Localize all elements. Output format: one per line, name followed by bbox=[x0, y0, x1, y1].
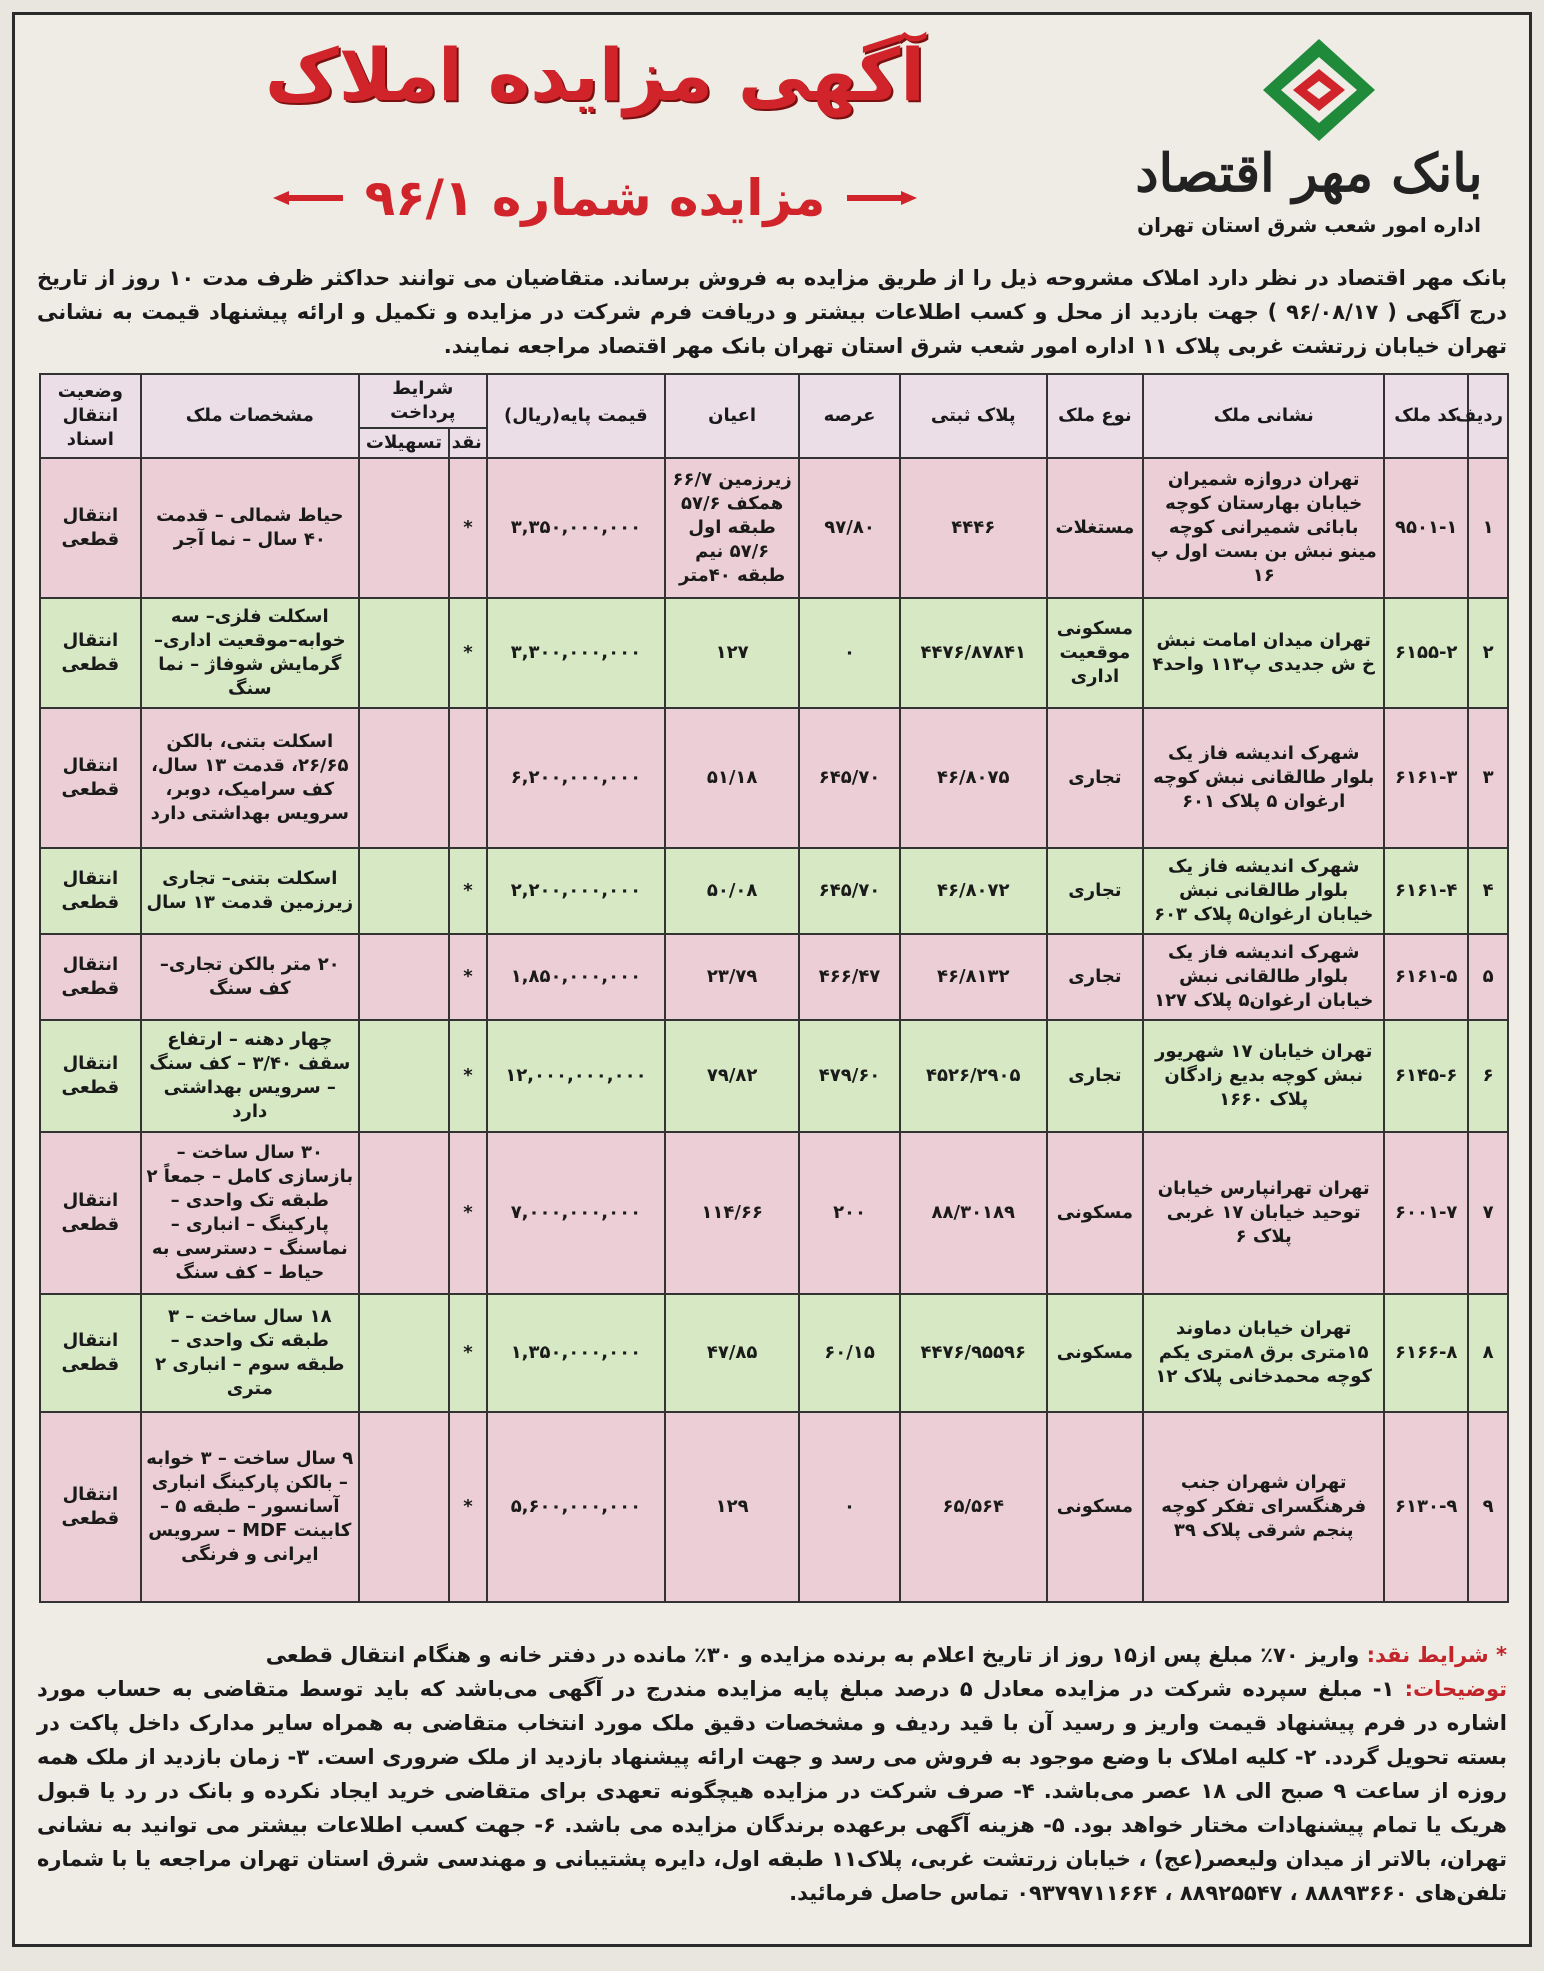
cell-type: مسکونی bbox=[1047, 1294, 1143, 1412]
cell-price: ۳,۳۰۰,۰۰۰,۰۰۰ bbox=[487, 598, 665, 708]
cell-price: ۱,۸۵۰,۰۰۰,۰۰۰ bbox=[487, 934, 665, 1020]
cell-type: تجاری bbox=[1047, 848, 1143, 934]
cell-row: ۳ bbox=[1468, 708, 1508, 848]
cell-transfer: انتقال قطعی bbox=[40, 708, 141, 848]
cell-code: ۶۱۶۱-۵ bbox=[1384, 934, 1468, 1020]
cell-transfer: انتقال قطعی bbox=[40, 1020, 141, 1132]
left-arrow-icon bbox=[273, 191, 343, 205]
cell-code: ۶۱۳۰-۹ bbox=[1384, 1412, 1468, 1602]
bank-name: بانک مهر اقتصاد bbox=[1135, 143, 1483, 204]
cell-code: ۹۵۰۱-۱ bbox=[1384, 458, 1468, 598]
header-specs: مشخصات ملک bbox=[141, 374, 359, 458]
auction-notice bbox=[12, 12, 1532, 1947]
cell-plate: ۴۶/۸۱۳۲ bbox=[900, 934, 1047, 1020]
table-row bbox=[40, 848, 1508, 934]
cell-cash bbox=[449, 708, 487, 848]
cash-terms-text: واریز ۷۰٪ مبلغ پس از۱۵ روز از تاریخ اعلام به برنده مزایده و ۳۰٪ مانده در دفتر خانه و هنگام انتقال قطعی bbox=[265, 1643, 1360, 1667]
cell-type: تجاری bbox=[1047, 708, 1143, 848]
table-row bbox=[40, 934, 1508, 1020]
bank-logo bbox=[1129, 35, 1489, 245]
cash-terms bbox=[37, 1638, 1507, 1672]
cell-price: ۶,۲۰۰,۰۰۰,۰۰۰ bbox=[487, 708, 665, 848]
cell-price: ۲,۲۰۰,۰۰۰,۰۰۰ bbox=[487, 848, 665, 934]
cell-facility bbox=[359, 848, 449, 934]
cell-cash: * bbox=[449, 848, 487, 934]
header-cash: نقد bbox=[449, 428, 487, 458]
cell-plate: ۴۴۷۶/۹۵۵۹۶ bbox=[900, 1294, 1047, 1412]
cell-type: مستغلات bbox=[1047, 458, 1143, 598]
cell-specs: ۲۰ متر بالکن تجاری– کف سنگ bbox=[141, 934, 359, 1020]
cell-code: ۶۱۴۵-۶ bbox=[1384, 1020, 1468, 1132]
table-row bbox=[40, 1020, 1508, 1132]
cell-area: ۴۷۹/۶۰ bbox=[799, 1020, 900, 1132]
header-code: کد ملک bbox=[1384, 374, 1468, 458]
cell-cash: * bbox=[449, 934, 487, 1020]
cell-transfer: انتقال قطعی bbox=[40, 1132, 141, 1294]
cell-row: ۲ bbox=[1468, 598, 1508, 708]
cell-plate: ۴۶/۸۰۷۲ bbox=[900, 848, 1047, 934]
cell-price: ۷,۰۰۰,۰۰۰,۰۰۰ bbox=[487, 1132, 665, 1294]
header-address: نشانی ملک bbox=[1143, 374, 1384, 458]
cell-code: ۶۱۶۱-۴ bbox=[1384, 848, 1468, 934]
cell-transfer: انتقال قطعی bbox=[40, 848, 141, 934]
cell-code: ۶۱۶۶-۸ bbox=[1384, 1294, 1468, 1412]
cell-facility bbox=[359, 1412, 449, 1602]
cell-facility bbox=[359, 1132, 449, 1294]
cell-area: ۰ bbox=[799, 598, 900, 708]
footer-notes bbox=[37, 1638, 1507, 1910]
cell-specs: اسکلت فلزی– سه خوابه–موقعیت اداری– گرمایش شوفاژ – نما سنگ bbox=[141, 598, 359, 708]
table-row bbox=[40, 708, 1508, 848]
cell-area: ۲۰۰ bbox=[799, 1132, 900, 1294]
cell-facility bbox=[359, 458, 449, 598]
cell-plate: ۴۴۴۶ bbox=[900, 458, 1047, 598]
cell-address: تهران دروازه شمیران خیابان بهارستان کوچه بابائی شمیرانی کوچه مینو نبش بن بست اول پ ۱۶ bbox=[1143, 458, 1384, 598]
header-type: نوع ملک bbox=[1047, 374, 1143, 458]
cell-building: ۱۲۷ bbox=[665, 598, 799, 708]
cell-transfer: انتقال قطعی bbox=[40, 458, 141, 598]
cell-facility bbox=[359, 598, 449, 708]
table-row bbox=[40, 598, 1508, 708]
cell-price: ۱۲,۰۰۰,۰۰۰,۰۰۰ bbox=[487, 1020, 665, 1132]
cell-address: تهران خیابان دماوند ۱۵متری برق ۸متری یکم کوچه محمدخانی پلاک ۱۲ bbox=[1143, 1294, 1384, 1412]
header-price: قیمت پایه(ریال) bbox=[487, 374, 665, 458]
cell-address: تهران تهرانپارس خیابان توحید خیابان ۱۷ غربی پلاک ۶ bbox=[1143, 1132, 1384, 1294]
cell-building: ۷۹/۸۲ bbox=[665, 1020, 799, 1132]
cell-building: ۴۷/۸۵ bbox=[665, 1294, 799, 1412]
cell-cash: * bbox=[449, 458, 487, 598]
cell-specs: اسکلت بتنی– تجاری زیرزمین قدمت ۱۳ سال bbox=[141, 848, 359, 934]
auction-number: مزایده شماره ۹۶/۱ bbox=[364, 169, 826, 227]
table-row bbox=[40, 1132, 1508, 1294]
cell-transfer: انتقال قطعی bbox=[40, 598, 141, 708]
cell-cash: * bbox=[449, 1132, 487, 1294]
right-arrow-icon bbox=[847, 191, 917, 205]
cell-row: ۷ bbox=[1468, 1132, 1508, 1294]
page-title: آگهی مزایده املاک bbox=[265, 33, 925, 117]
bank-department: اداره امور شعب شرق استان تهران bbox=[1137, 213, 1481, 237]
cell-price: ۱,۳۵۰,۰۰۰,۰۰۰ bbox=[487, 1294, 665, 1412]
cell-specs: ۱۸ سال ساخت – ۳ طبقه تک واحدی – طبقه سوم – انباری ۲ متری bbox=[141, 1294, 359, 1412]
cell-area: ۶۴۵/۷۰ bbox=[799, 708, 900, 848]
cell-plate: ۴۴۷۶/۸۷۸۴۱ bbox=[900, 598, 1047, 708]
cell-specs: اسکلت بتنی، بالکن ۲۶/۶۵، قدمت ۱۳ سال، کف سرامیک، دوبر، سرویس بهداشتی دارد bbox=[141, 708, 359, 848]
cell-building: ۲۳/۷۹ bbox=[665, 934, 799, 1020]
cell-row: ۵ bbox=[1468, 934, 1508, 1020]
subtitle-row bbox=[245, 163, 945, 233]
bank-emblem-icon bbox=[1259, 35, 1379, 145]
cell-type: مسکونی bbox=[1047, 1412, 1143, 1602]
cell-row: ۸ bbox=[1468, 1294, 1508, 1412]
header-transfer: وضعیت انتقال اسناد bbox=[40, 374, 141, 458]
cell-building: ۵۰/۰۸ bbox=[665, 848, 799, 934]
cell-area: ۶۴۵/۷۰ bbox=[799, 848, 900, 934]
header-building: اعیان bbox=[665, 374, 799, 458]
cell-type: مسکونی موقعیت اداری bbox=[1047, 598, 1143, 708]
intro-text: بانک مهر اقتصاد در نظر دارد املاک مشروحه ذیل را از طریق مزایده به فروش برساند. متقاضیان می توانند حداکثر ظرف مدت ۱۰ روز از تاریخ درج آگهی ( ۹۶/۰۸/۱۷ ) جهت بازدید از محل و کسب اطلاعات بیشتر و دریافت فرم شرکت در مزایده و تکمیل و ارائه پیشنهاد قیمت به نشانی تهران خیابان زرتشت غربی پلاک ۱۱ اداره امور شعب شرق استان تهران بانک مهر اقتصاد مراجعه نمایند. bbox=[37, 266, 1507, 358]
cell-address: شهرک اندیشه فاز یک بلوار طالقانی نبش خیابان ارغوان۵ پلاک ۶۰۳ bbox=[1143, 848, 1384, 934]
cell-plate: ۸۸/۳۰۱۸۹ bbox=[900, 1132, 1047, 1294]
cell-area: ۹۷/۸۰ bbox=[799, 458, 900, 598]
cell-row: ۱ bbox=[1468, 458, 1508, 598]
cell-code: ۶۱۶۱-۳ bbox=[1384, 708, 1468, 848]
table-row bbox=[40, 458, 1508, 598]
cell-type: تجاری bbox=[1047, 1020, 1143, 1132]
cell-row: ۹ bbox=[1468, 1412, 1508, 1602]
cell-area: ۰ bbox=[799, 1412, 900, 1602]
cell-building: ۱۲۹ bbox=[665, 1412, 799, 1602]
cell-specs: ۹ سال ساخت – ۳ خوابه – بالکن پارکینگ انباری آسانسور – طبقه ۵ – کابینت MDF – سرویس ایرانی و فرنگی bbox=[141, 1412, 359, 1602]
cell-cash: * bbox=[449, 598, 487, 708]
cell-specs: چهار دهنه – ارتفاع سقف ۳/۴۰ – کف سنگ – سرویس بهداشتی دارد bbox=[141, 1020, 359, 1132]
cell-area: ۶۰/۱۵ bbox=[799, 1294, 900, 1412]
header-facility: تسهیلات bbox=[359, 428, 449, 458]
cell-code: ۶۰۰۱-۷ bbox=[1384, 1132, 1468, 1294]
cell-specs: حیاط شمالی – قدمت ۴۰ سال – نما آجر bbox=[141, 458, 359, 598]
cell-address: تهران خیابان ۱۷ شهریور نبش کوچه بدیع زادگان پلاک ۱۶۶۰ bbox=[1143, 1020, 1384, 1132]
cell-type: تجاری bbox=[1047, 934, 1143, 1020]
table-row bbox=[40, 1294, 1508, 1412]
header-plate: پلاک ثبتی bbox=[900, 374, 1047, 458]
property-table bbox=[39, 373, 1509, 1603]
cell-facility bbox=[359, 708, 449, 848]
cash-terms-label: * شرایط نقد: bbox=[1366, 1643, 1507, 1667]
cell-price: ۵,۶۰۰,۰۰۰,۰۰۰ bbox=[487, 1412, 665, 1602]
header-area: عرصه bbox=[799, 374, 900, 458]
cell-building: ۵۱/۱۸ bbox=[665, 708, 799, 848]
notes-text: ۱- مبلغ سپرده شرکت در مزایده معادل ۵ درصد مبلغ پایه مزایده مندرج در آگهی می‌باشد که باید توسط متقاضی به حساب مورد اشاره در فرم پیشنهاد قیمت واریز و رسید آن با قید ردیف و مشخصات دقیق ملک مورد انتخاب متقاضی به همراه سایر مدارک داخل پاکت در بسته تحویل گردد. ۲- کلیه املاک با وضع موجود به فروش می رسد و جهت ارائه پیشنهاد بازدید از ملک ضروری است. ۳- زمان بازدید از ملک همه روزه از ساعت ۹ صبح الی ۱۸ عصر می‌باشد. ۴- صرف شرکت در مزایده هیچگونه تعهدی برای متقاضی خرید ایجاد نکرده و بانک در رد یا قبول هریک یا تمام پیشنهادات مختار خواهد بود. ۵- هزینه آگهی برعهده برندگان مزایده می باشد. ۶- جهت کسب اطلاعات بیشتر می توانید به نشانی تهران، بالاتر از میدان ولیعصر(عج) ، خیابان زرتشت غربی، پلاک۱۱ طبقه اول، دایره پشتیبانی و مهندسی شرق استان تهران مراجعه یا با شماره تلفن‌های ۸۸۸۹۳۶۶۰ ، ۸۸۹۲۵۵۴۷ ، ۰۹۳۷۹۷۱۱۶۶۴ تماس حاصل فرمائید. bbox=[37, 1677, 1508, 1905]
cell-plate: ۴۵۲۶/۲۹۰۵ bbox=[900, 1020, 1047, 1132]
cell-plate: ۴۶/۸۰۷۵ bbox=[900, 708, 1047, 848]
cell-price: ۳,۳۵۰,۰۰۰,۰۰۰ bbox=[487, 458, 665, 598]
header-row-number: ردیف bbox=[1468, 374, 1508, 458]
cell-transfer: انتقال قطعی bbox=[40, 934, 141, 1020]
cell-facility bbox=[359, 1020, 449, 1132]
cell-row: ۶ bbox=[1468, 1020, 1508, 1132]
cell-cash: * bbox=[449, 1294, 487, 1412]
cell-facility bbox=[359, 934, 449, 1020]
cell-cash: * bbox=[449, 1020, 487, 1132]
cell-plate: ۶۵/۵۶۴ bbox=[900, 1412, 1047, 1602]
cell-transfer: انتقال قطعی bbox=[40, 1412, 141, 1602]
cell-row: ۴ bbox=[1468, 848, 1508, 934]
notes-label: توضیحات: bbox=[1404, 1677, 1507, 1701]
cell-address: تهران شهران جنب فرهنگسرای تفکر کوچه پنجم شرقی پلاک ۳۹ bbox=[1143, 1412, 1384, 1602]
cell-address: شهرک اندیشه فاز یک بلوار طالقانی نبش خیابان ارغوان۵ پلاک ۱۲۷ bbox=[1143, 934, 1384, 1020]
cell-cash: * bbox=[449, 1412, 487, 1602]
cell-address: شهرک اندیشه فاز یک بلوار طالقانی نبش کوچه ارغوان ۵ پلاک ۶۰۱ bbox=[1143, 708, 1384, 848]
cell-specs: ۳۰ سال ساخت – بازسازی کامل – جمعاً ۲ طبقه تک واحدی – پارکینگ – انباری – نماسنگ – دسترسی به حیاط – کف سنگ bbox=[141, 1132, 359, 1294]
cell-transfer: انتقال قطعی bbox=[40, 1294, 141, 1412]
header bbox=[15, 15, 1529, 255]
cell-type: مسکونی bbox=[1047, 1132, 1143, 1294]
cell-address: تهران میدان امامت نبش خ ش جدیدی پ۱۱۳ واحد۴ bbox=[1143, 598, 1384, 708]
cell-code: ۶۱۵۵-۲ bbox=[1384, 598, 1468, 708]
cell-facility bbox=[359, 1294, 449, 1412]
header-payment: شرایط پرداخت bbox=[359, 374, 487, 428]
cell-building: زیرزمین ۶۶/۷ همکف ۵۷/۶ طبقه اول ۵۷/۶ نیم طبقه ۴۰متر bbox=[665, 458, 799, 598]
cell-area: ۴۶۶/۴۷ bbox=[799, 934, 900, 1020]
notes bbox=[37, 1672, 1507, 1910]
table-row bbox=[40, 1412, 1508, 1602]
cell-building: ۱۱۴/۶۶ bbox=[665, 1132, 799, 1294]
